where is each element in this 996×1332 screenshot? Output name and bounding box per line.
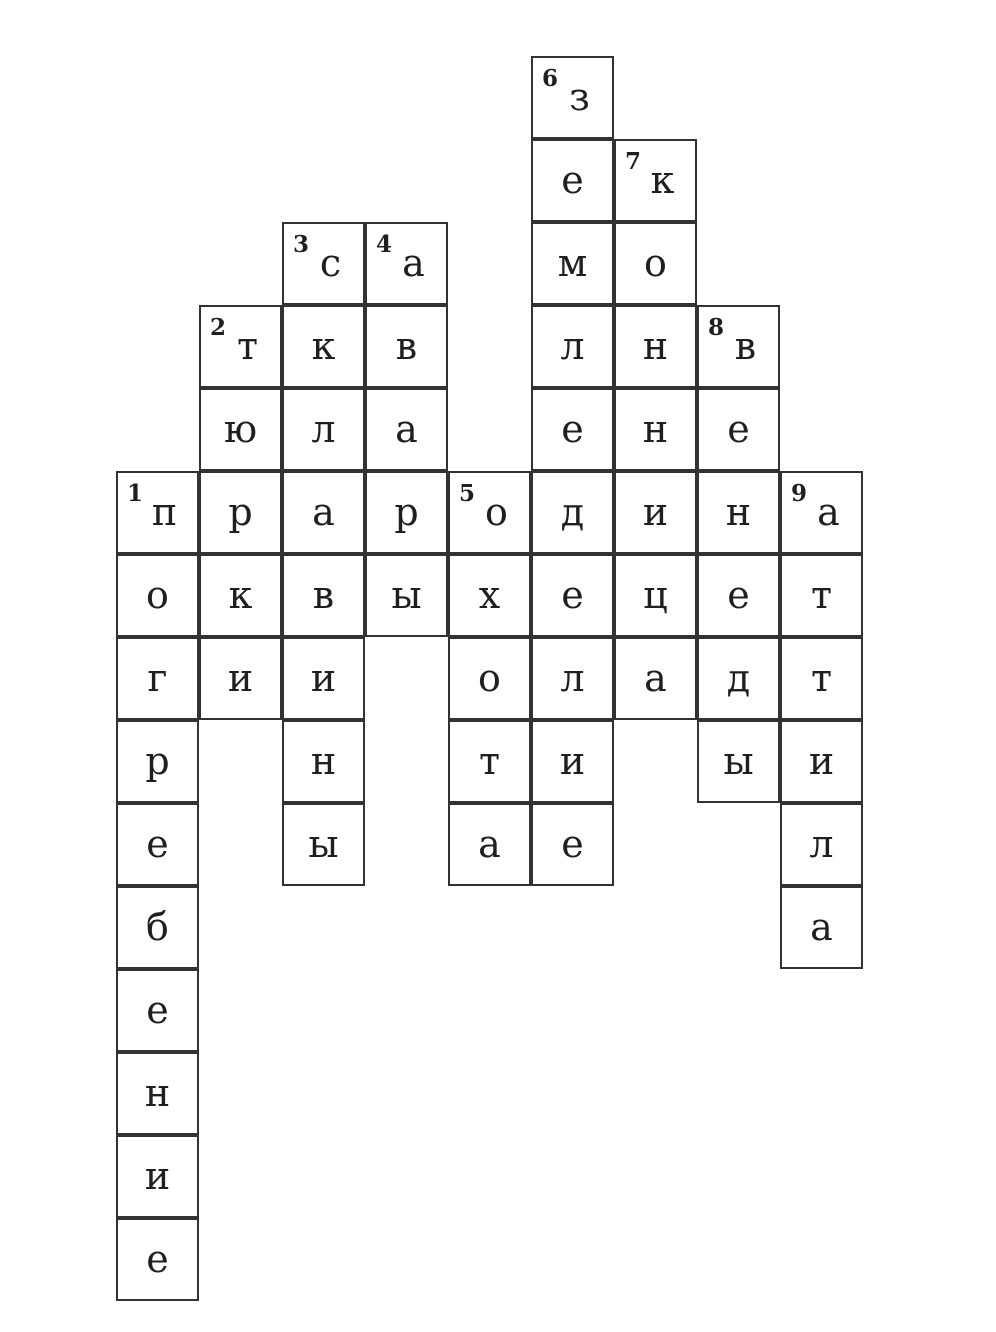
crossword-cell-word7-7	[614, 637, 697, 720]
crossword-cell-word9-2	[780, 554, 863, 637]
crossword-cell-word7-2	[614, 222, 697, 305]
clue-number: 9	[791, 480, 808, 507]
crossword-cell-word7-3	[614, 305, 697, 388]
crossword-cell-word3-6	[282, 637, 365, 720]
cell-letter: к	[228, 573, 253, 617]
crossword-cell-word9-5	[780, 803, 863, 886]
cell-letter: а	[644, 656, 667, 700]
cell-letter: ю	[223, 407, 258, 451]
cell-letter: в	[734, 324, 757, 368]
crossword-cell-word1-6	[116, 886, 199, 969]
crossword-cell-word4-2	[365, 305, 448, 388]
cell-letter: п	[151, 490, 178, 534]
crossword-cell-word5-4	[448, 720, 531, 803]
crossword-cell-word6-2	[531, 139, 614, 222]
crossword-cell-word6-1	[531, 56, 614, 139]
cell-letter: н	[642, 407, 669, 451]
cell-letter: а	[395, 407, 418, 451]
crossword-cell-word8-5	[697, 637, 780, 720]
cell-letter: и	[144, 1154, 171, 1198]
cell-letter: е	[561, 407, 584, 451]
cell-letter: х	[478, 573, 501, 617]
crossword-cell-word6-3	[531, 222, 614, 305]
clue-number: 5	[459, 480, 476, 507]
cell-letter: н	[725, 490, 752, 534]
crossword-cell-word3-5	[282, 554, 365, 637]
cell-letter: к	[650, 158, 675, 202]
cell-letter: о	[644, 241, 667, 285]
crossword-cell-word1-8	[116, 1052, 199, 1135]
cell-letter: о	[146, 573, 169, 617]
cell-letter: ы	[308, 822, 339, 866]
cell-letter: е	[727, 573, 750, 617]
crossword-cell-word1-1	[116, 471, 199, 554]
cell-letter: л	[560, 324, 585, 368]
cell-letter: и	[310, 656, 337, 700]
cell-letter: е	[146, 1237, 169, 1281]
crossword-cell-word6-10	[531, 803, 614, 886]
cell-letter: н	[144, 1071, 171, 1115]
crossword-cell-word2-4	[199, 554, 282, 637]
crossword-cell-word4-5	[365, 554, 448, 637]
cell-letter: т	[236, 324, 259, 368]
crossword-cell-word6-7	[531, 554, 614, 637]
crossword-cell-word2-1	[199, 305, 282, 388]
cell-letter: л	[809, 822, 834, 866]
crossword-cell-word8-2	[697, 388, 780, 471]
cell-letter: т	[810, 656, 833, 700]
crossword-cell-word3-8	[282, 803, 365, 886]
crossword-cell-word4-1	[365, 222, 448, 305]
crossword-cell-word7-5	[614, 471, 697, 554]
crossword-cell-word3-1	[282, 222, 365, 305]
cell-letter: и	[808, 739, 835, 783]
crossword-cell-word1-3	[116, 637, 199, 720]
cell-letter: л	[311, 407, 336, 451]
crossword-cell-word3-3	[282, 388, 365, 471]
cell-letter: д	[560, 490, 585, 534]
crossword-cell-word7-4	[614, 388, 697, 471]
crossword-cell-word1-2	[116, 554, 199, 637]
crossword-cell-word6-5	[531, 388, 614, 471]
crossword-cell-word9-3	[780, 637, 863, 720]
cell-letter: р	[228, 490, 253, 534]
cell-letter: м	[557, 241, 588, 285]
crossword-cell-word5-3	[448, 637, 531, 720]
clue-number: 6	[542, 65, 559, 92]
crossword-cell-word8-1	[697, 305, 780, 388]
crossword-cell-word7-1	[614, 139, 697, 222]
cell-letter: т	[478, 739, 501, 783]
cell-letter: т	[810, 573, 833, 617]
cell-letter: а	[810, 905, 833, 949]
cell-letter: в	[395, 324, 418, 368]
crossword-cell-word5-5	[448, 803, 531, 886]
cell-letter: е	[146, 988, 169, 1032]
cell-letter: г	[147, 656, 168, 700]
crossword-cell-word4-3	[365, 388, 448, 471]
crossword-cell-word8-6	[697, 720, 780, 803]
cell-letter: н	[642, 324, 669, 368]
cell-letter: ц	[643, 573, 668, 617]
cell-letter: е	[561, 822, 584, 866]
cell-letter: а	[817, 490, 840, 534]
cell-letter: р	[145, 739, 170, 783]
clue-number: 2	[210, 314, 227, 341]
crossword-cell-word6-8	[531, 637, 614, 720]
crossword-cell-word1-7	[116, 969, 199, 1052]
cell-letter: з	[569, 75, 590, 119]
cell-letter: а	[402, 241, 425, 285]
crossword-cell-word1-4	[116, 720, 199, 803]
crossword-cell-word8-4	[697, 554, 780, 637]
clue-number: 4	[376, 231, 393, 258]
cell-letter: и	[227, 656, 254, 700]
cell-letter: а	[478, 822, 501, 866]
crossword-cell-word9-6	[780, 886, 863, 969]
clue-number: 3	[293, 231, 310, 258]
cell-letter: и	[559, 739, 586, 783]
cell-letter: р	[394, 490, 419, 534]
crossword-cell-word5-1	[448, 471, 531, 554]
cell-letter: в	[312, 573, 335, 617]
crossword-cell-word6-6	[531, 471, 614, 554]
clue-number: 8	[708, 314, 725, 341]
cell-letter: к	[311, 324, 336, 368]
crossword-cell-word6-4	[531, 305, 614, 388]
crossword-cell-word5-2	[448, 554, 531, 637]
cell-letter: е	[561, 158, 584, 202]
cell-letter: о	[485, 490, 508, 534]
crossword-cell-word7-6	[614, 554, 697, 637]
cell-letter: н	[310, 739, 337, 783]
cell-letter: е	[561, 573, 584, 617]
crossword-cell-word3-2	[282, 305, 365, 388]
cell-letter: ы	[723, 739, 754, 783]
crossword-cell-word1-9	[116, 1135, 199, 1218]
crossword-cell-word1-5	[116, 803, 199, 886]
crossword-cell-word3-7	[282, 720, 365, 803]
cell-letter: е	[146, 822, 169, 866]
crossword-cell-word2-2	[199, 388, 282, 471]
clue-number: 7	[625, 148, 642, 175]
cell-letter: е	[727, 407, 750, 451]
crossword-cell-word9-4	[780, 720, 863, 803]
crossword-cell-word2-5	[199, 637, 282, 720]
crossword-cell-word8-3	[697, 471, 780, 554]
cell-letter: а	[312, 490, 335, 534]
clue-number: 1	[127, 480, 144, 507]
cell-letter: и	[642, 490, 669, 534]
crossword-cell-word2-3	[199, 471, 282, 554]
crossword-cell-word6-9	[531, 720, 614, 803]
crossword-cell-word1-10	[116, 1218, 199, 1301]
crossword-cell-word9-1	[780, 471, 863, 554]
cell-letter: л	[560, 656, 585, 700]
crossword-cell-word4-4	[365, 471, 448, 554]
cell-letter: о	[478, 656, 501, 700]
cell-letter: ы	[391, 573, 422, 617]
cell-letter: б	[146, 905, 169, 949]
cell-letter: с	[319, 241, 342, 285]
crossword-cell-word3-4	[282, 471, 365, 554]
cell-letter: д	[726, 656, 751, 700]
